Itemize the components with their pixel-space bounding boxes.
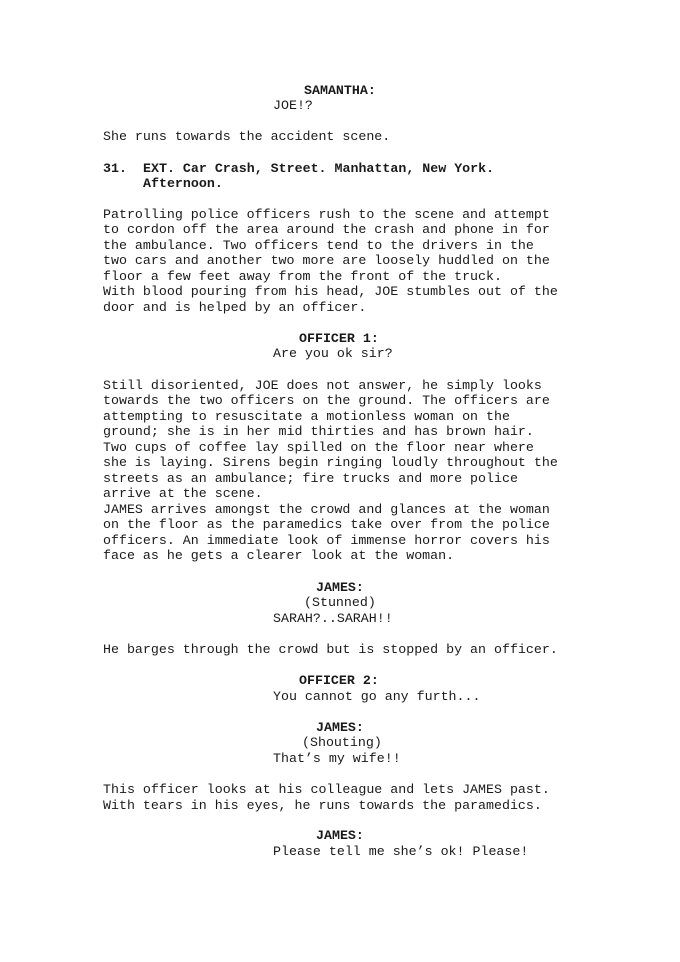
dialogue-line: That’s my wife!!	[273, 751, 401, 766]
action-line: Two cups of coffee lay spilled on the floor near where	[103, 440, 534, 455]
action-line: door and is helped by an officer.	[103, 300, 367, 315]
action-line: floor a few feet away from the front of the truck.	[103, 269, 502, 284]
action-line: With tears in his eyes, he runs towards the paramedics.	[103, 798, 542, 813]
scene-heading: EXT. Car Crash, Street. Manhattan, New York.	[143, 161, 495, 176]
action-line: the ambulance. Two officers tend to the drivers in the	[103, 238, 534, 253]
action-line: officers. An immediate look of immense horror covers his	[103, 533, 550, 548]
dialogue-line: SARAH?..SARAH!!	[273, 611, 393, 626]
character-name: JAMES:	[316, 580, 364, 595]
action-line: Patrolling police officers rush to the scene and attempt	[103, 207, 550, 222]
action-line: Still disoriented, JOE does not answer, he simply looks	[103, 378, 542, 393]
dialogue-line: JOE!?	[273, 98, 313, 113]
parenthetical: (Stunned)	[304, 595, 376, 610]
dialogue-line: Please tell me she’s ok! Please!	[273, 844, 529, 859]
dialogue-line: You cannot go any furth...	[273, 689, 481, 704]
action-line: This officer looks at his colleague and lets JAMES past.	[103, 782, 550, 797]
action-line: She runs towards the accident scene.	[103, 129, 391, 144]
scene-number: 31.	[103, 161, 127, 176]
action-line: ground; she is in her mid thirties and has brown hair.	[103, 424, 534, 439]
action-line: He barges through the crowd but is stopped by an officer.	[103, 642, 558, 657]
character-name: JAMES:	[316, 720, 364, 735]
parenthetical: (Shouting)	[302, 735, 382, 750]
action-line: towards the two officers on the ground. The officers are	[103, 393, 550, 408]
action-line: With blood pouring from his head, JOE stumbles out of the	[103, 284, 558, 299]
character-name: SAMANTHA:	[304, 83, 376, 98]
action-line: on the floor as the paramedics take over from the police	[103, 517, 550, 532]
action-line: face as he gets a clearer look at the woman.	[103, 548, 455, 563]
action-line: to cordon off the area around the crash and phone in for	[103, 222, 550, 237]
character-name: OFFICER 2:	[299, 673, 379, 688]
action-line: arrive at the scene.	[103, 486, 263, 501]
action-line: streets as an ambulance; fire trucks and more police	[103, 471, 518, 486]
dialogue-line: Are you ok sir?	[273, 346, 393, 361]
action-line: attempting to resuscitate a motionless woman on the	[103, 409, 510, 424]
character-name: JAMES:	[316, 828, 364, 843]
scene-heading: Afternoon.	[143, 176, 223, 191]
action-line: JAMES arrives amongst the crowd and glances at the woman	[103, 502, 550, 517]
character-name: OFFICER 1:	[299, 331, 379, 346]
action-line: two cars and another two more are loosely huddled on the	[103, 253, 550, 268]
action-line: she is laying. Sirens begin ringing loudly throughout the	[103, 455, 558, 470]
